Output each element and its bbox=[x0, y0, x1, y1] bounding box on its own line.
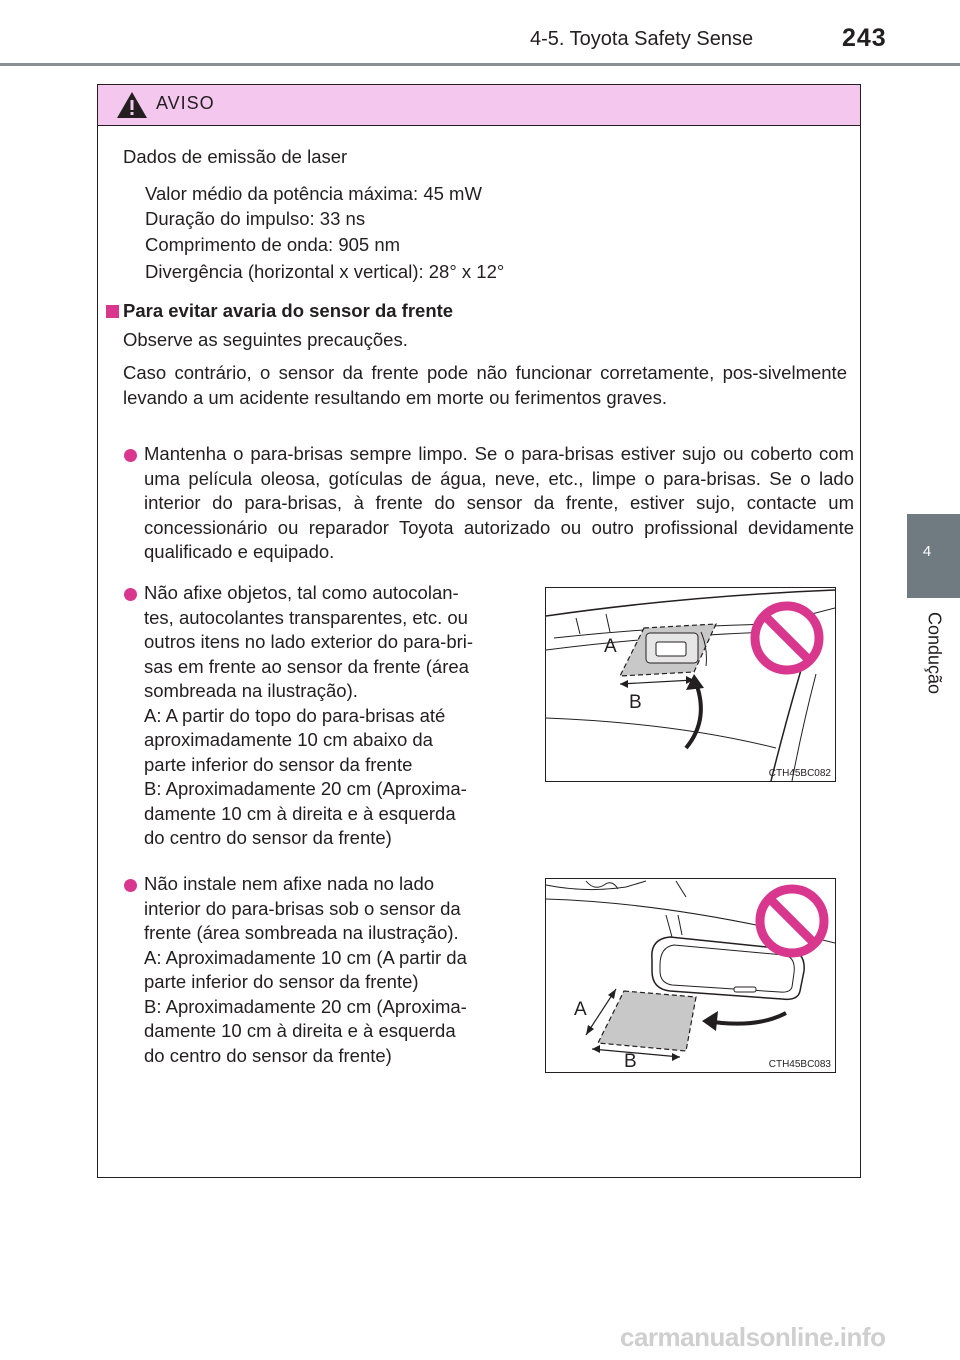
figure-label-b: B bbox=[624, 1051, 637, 1072]
bullet-line: sas em frente ao sensor da frente (área bbox=[144, 656, 469, 677]
section-title: 4-5. Toyota Safety Sense bbox=[530, 28, 754, 50]
figure-code: CTH45BC082 bbox=[768, 768, 831, 779]
figure-label-b: B bbox=[629, 692, 642, 713]
windshield-interior-illustration bbox=[546, 879, 835, 1072]
bullet-line: Não afixe objetos, tal como autocolan- bbox=[144, 582, 459, 603]
bullet-line: sombreada na ilustração). bbox=[144, 680, 358, 701]
bullet-line: tes, autocolantes transparentes, etc. ou bbox=[144, 607, 468, 628]
warning-header bbox=[98, 85, 860, 126]
bullet-line: damente 10 cm à direita e à esquerda bbox=[144, 803, 456, 824]
chapter-number: 4 bbox=[922, 543, 932, 560]
watermark: carmanualsonline.info bbox=[620, 1322, 886, 1352]
bullet-icon bbox=[124, 449, 137, 462]
warning-title: AVISO bbox=[156, 93, 215, 113]
warning-triangle-icon bbox=[116, 91, 148, 119]
bullet-line: parte inferior do sensor da frente bbox=[144, 754, 413, 775]
spec-line: Duração do impulso: 33 ns bbox=[145, 208, 366, 229]
chapter-label: Condução bbox=[924, 611, 945, 695]
bullet-line: do centro do sensor da frente) bbox=[144, 1045, 392, 1066]
bullet-line: damente 10 cm à direita e à esquerda bbox=[144, 1020, 456, 1041]
figure-label-a: A bbox=[604, 636, 617, 657]
spec-line: Divergência (horizontal x vertical): 28° x 12° bbox=[145, 261, 505, 282]
bullet-line: aproximadamente 10 cm abaixo da bbox=[144, 729, 433, 750]
bullet-line: interior do para-brisas sob o sensor da bbox=[144, 898, 461, 919]
bullet-line: B: Aproximadamente 20 cm (Aproxima- bbox=[144, 778, 467, 799]
bullet-text: Mantenha o para-brisas sempre limpo. Se o para-brisas estiver sujo ou coberto com uma película oleosa, gotículas de água, neve, etc., limpe o para-brisas. Se o lado interior do para-brisas, à frente do sensor da frente, estiver sujo, contacte um concessionário ou reparador Toyota autorizado ou outro profissional devidamente qualificado e equipado. bbox=[144, 443, 854, 562]
paragraph: Caso contrário, o sensor da frente pode não funcionar corretamente, pos-sivelmente levando a um acidente resultando em morte ou ferimentos graves. bbox=[123, 362, 847, 408]
figure-code: CTH45BC083 bbox=[768, 1059, 831, 1070]
section-square-icon bbox=[106, 305, 119, 318]
figure-label-a: A bbox=[574, 999, 587, 1020]
bullet-line: Não instale nem afixe nada no lado bbox=[144, 873, 435, 894]
spec-line: Valor médio da potência máxima: 45 mW bbox=[145, 183, 482, 204]
bullet-line: frente (área sombreada na ilustração). bbox=[144, 922, 459, 943]
page-number: 243 bbox=[842, 24, 887, 52]
paragraph: Observe as seguintes precauções. bbox=[123, 329, 408, 350]
figure-windshield-exterior bbox=[545, 587, 836, 782]
bullet-line: outros itens no lado exterior do para-bri- bbox=[144, 631, 474, 652]
windshield-exterior-illustration bbox=[546, 588, 835, 781]
bullet-line: A: Aproximadamente 10 cm (A partir da bbox=[144, 947, 467, 968]
bullet-line: A: A partir do topo do para-brisas até bbox=[144, 705, 446, 726]
bullet-icon bbox=[124, 588, 137, 601]
spec-line: Comprimento de onda: 905 nm bbox=[145, 234, 401, 255]
bullet-icon bbox=[124, 879, 137, 892]
section-heading: Para evitar avaria do sensor da frente bbox=[123, 300, 454, 321]
header-divider bbox=[0, 63, 960, 66]
bullet-line: parte inferior do sensor da frente) bbox=[144, 971, 419, 992]
figure-windshield-interior bbox=[545, 878, 836, 1073]
bullet-line: do centro do sensor da frente) bbox=[144, 827, 392, 848]
bullet-line: B: Aproximadamente 20 cm (Aproxima- bbox=[144, 996, 467, 1017]
laser-intro: Dados de emissão de laser bbox=[123, 146, 348, 167]
